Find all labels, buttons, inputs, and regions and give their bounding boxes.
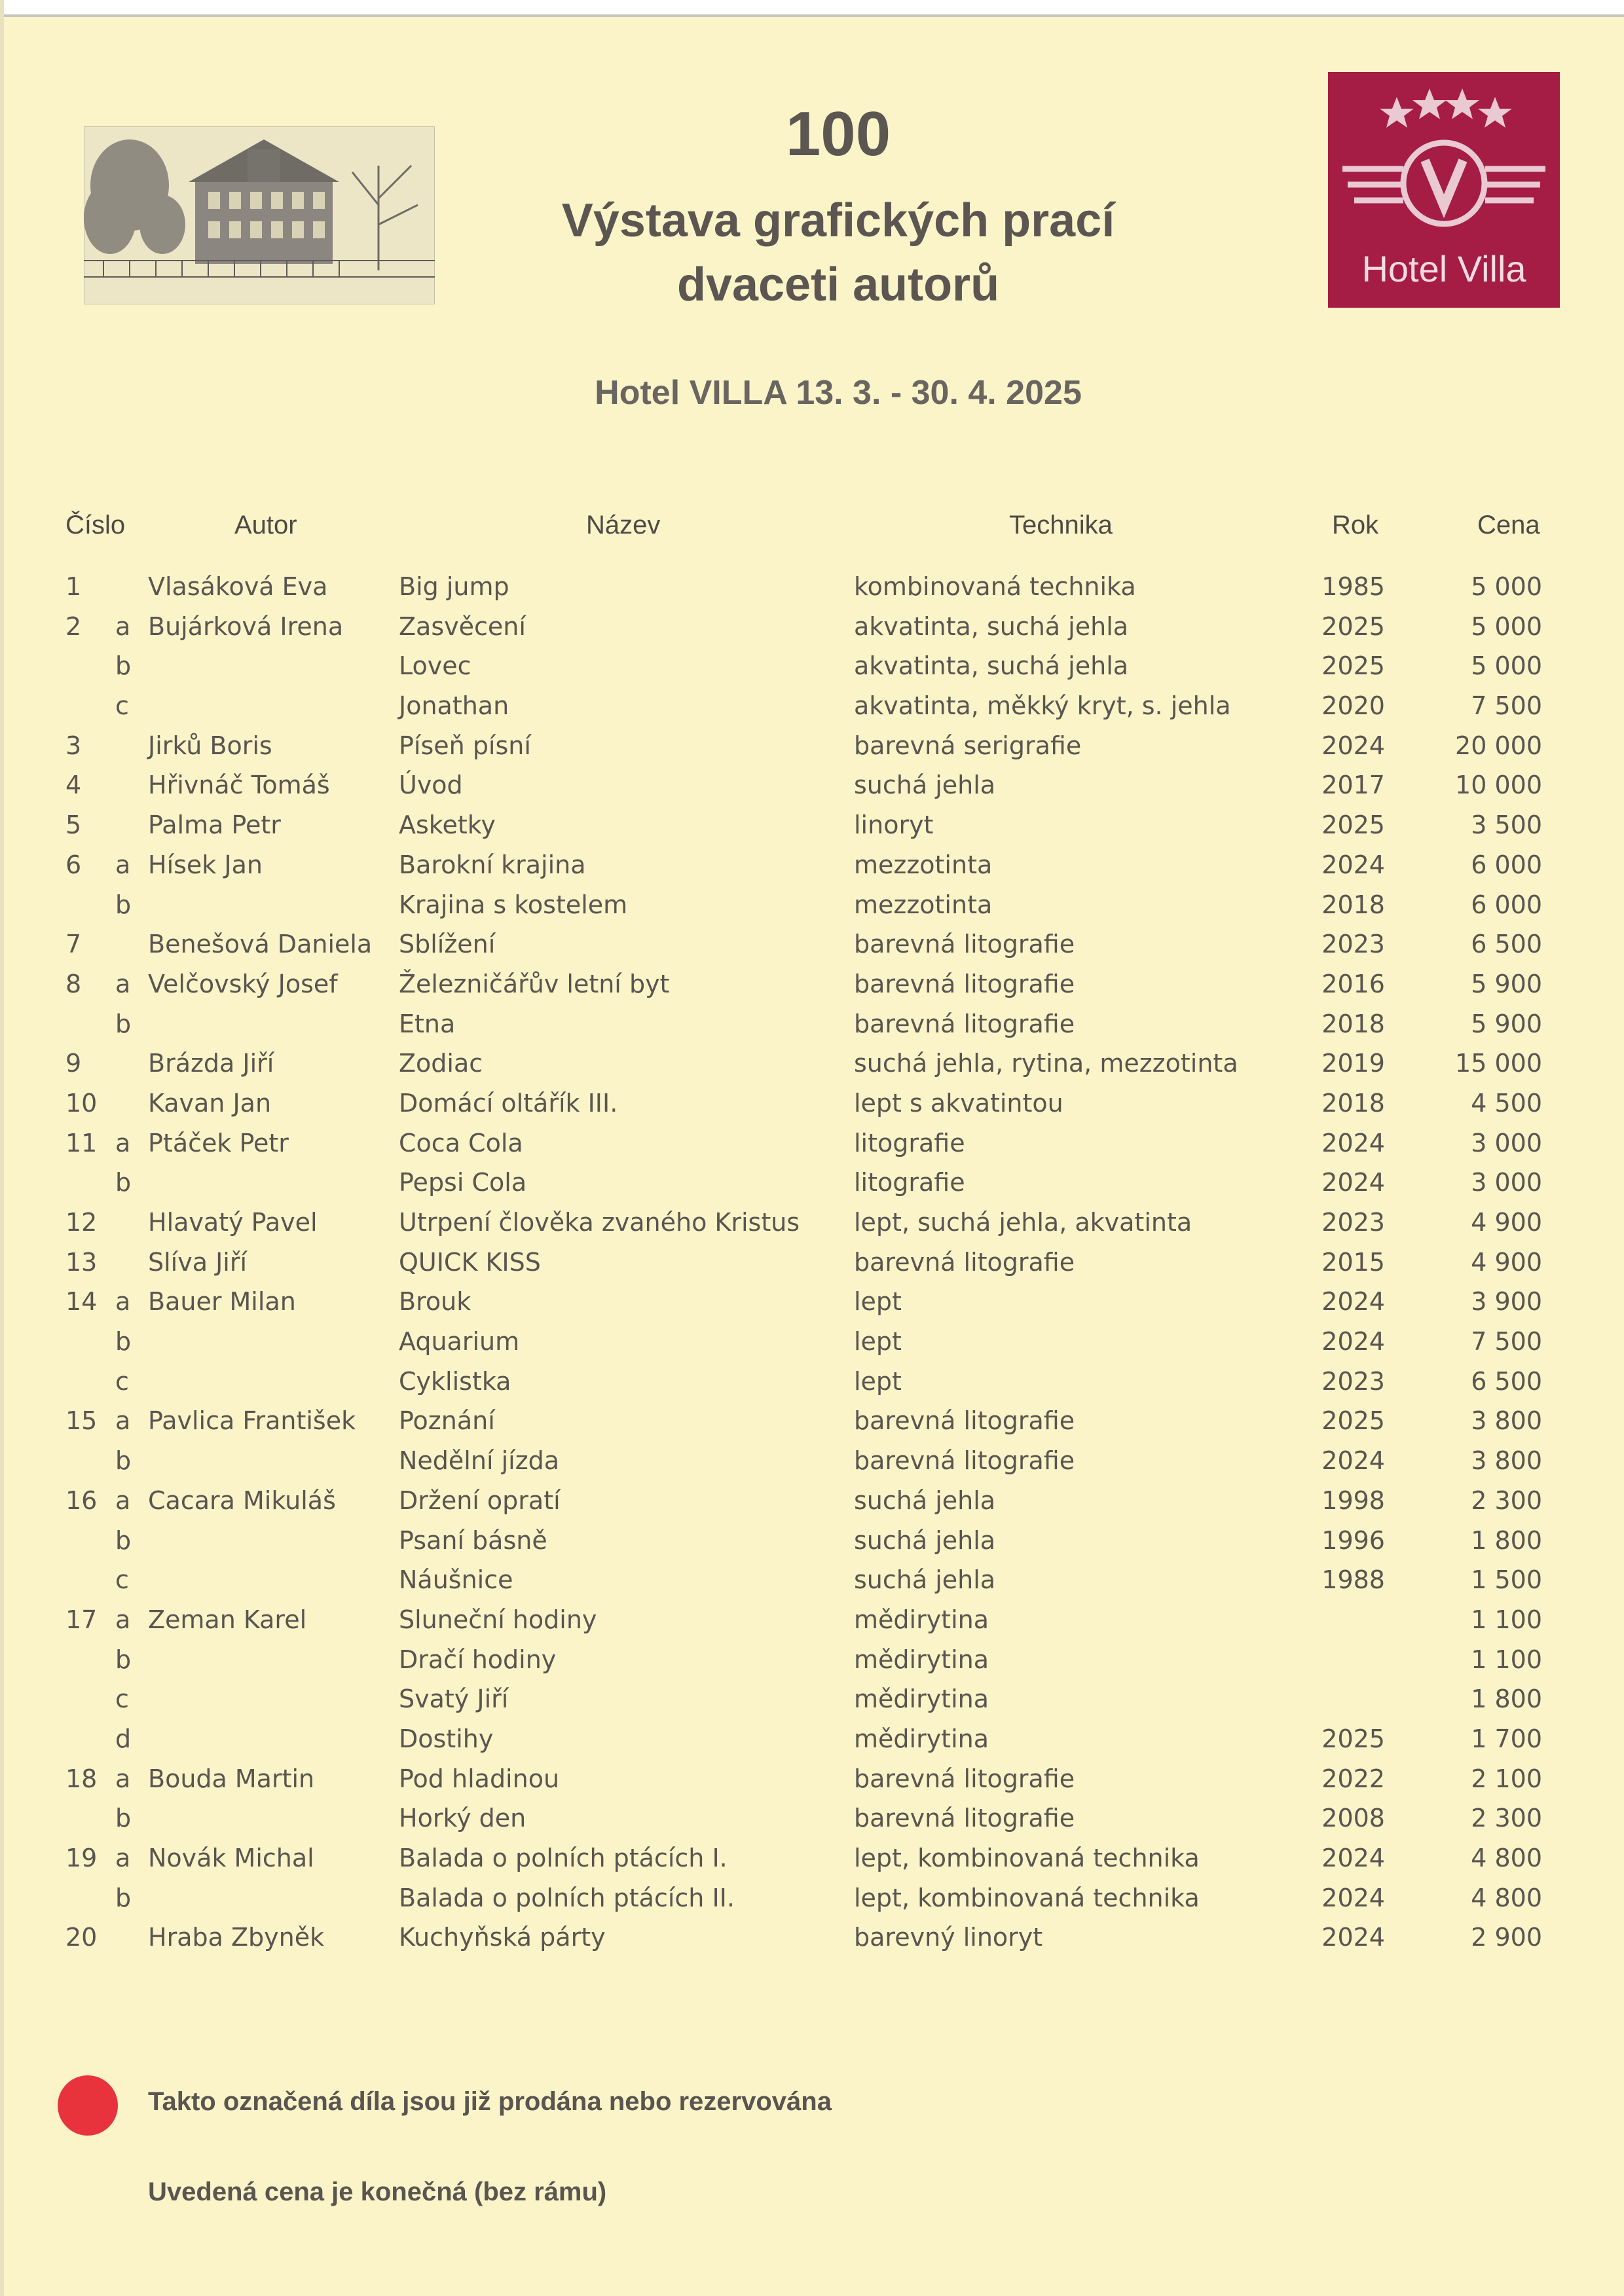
row-price: 3 800 [1471,1406,1542,1436]
row-subletter: b [115,1804,132,1833]
row-price: 7 500 [1471,691,1542,721]
row-title: Asketky [399,811,496,840]
row-title: Náušnice [399,1565,513,1595]
row-year: 2018 [1321,1009,1385,1038]
row-subletter: b [115,651,132,681]
table-row [0,1046,1624,1086]
table-row [0,927,1624,967]
table-row [0,1881,1624,1921]
row-price: 5 000 [1471,572,1542,601]
row-title: Etna [399,1009,456,1038]
column-header-author: Autor [234,511,297,539]
title-line-2: dvaceti autorů [676,259,1000,311]
table-row [0,610,1624,649]
column-header-title: Název [586,511,661,539]
row-technique: lept, suchá jehla, akvatinta [854,1208,1192,1237]
row-year: 2025 [1321,1724,1385,1753]
row-number: 4 [65,771,82,800]
table-row [0,888,1624,928]
row-subletter: a [115,1605,131,1634]
row-title: Pod hladinou [399,1764,560,1793]
row-price: 5 900 [1471,969,1542,998]
row-price: 1 100 [1471,1645,1542,1674]
row-year: 2017 [1321,771,1385,800]
price-note: Uvedená cena je konečná (bez rámu) [148,2178,607,2206]
row-title: Balada o polních ptácích I. [399,1844,728,1872]
exhibition-dates: Hotel VILLA 13. 3. - 30. 4. 2025 [595,374,1082,412]
row-technique: mezzotinta [854,850,993,879]
row-title: Balada o polních ptácích II. [399,1883,735,1912]
row-subletter: a [115,1128,131,1157]
row-technique: litografie [854,1168,965,1197]
row-year: 2025 [1321,651,1385,681]
table-row [0,1682,1624,1722]
row-title: Kuchyňská párty [399,1923,606,1952]
row-price: 4 500 [1471,1088,1542,1118]
row-number: 19 [65,1844,98,1872]
row-title: Jonathan [399,691,509,721]
row-technique: suchá jehla [854,1565,996,1595]
row-title: Železničářův letní byt [399,969,670,998]
row-author: Bujárková Irena [148,611,344,641]
row-price: 1 100 [1471,1605,1542,1634]
row-title: Coca Cola [399,1128,523,1157]
artworks-table [0,570,1624,1960]
row-price: 5 000 [1471,611,1542,641]
row-subletter: a [115,1764,131,1793]
table-row [0,768,1624,808]
row-author: Vlasáková Eva [148,572,328,601]
row-technique: mědirytina [854,1645,989,1674]
row-technique: kombinovaná technika [854,572,1136,601]
row-year: 2024 [1321,1287,1385,1317]
row-number: 11 [65,1128,98,1157]
row-technique: barevná litografie [854,1804,1075,1833]
row-author: Hísek Jan [148,850,263,879]
table-row [0,1523,1624,1563]
row-technique: barevná litografie [854,1764,1075,1793]
row-technique: akvatinta, měkký kryt, s. jehla [854,691,1231,721]
row-price: 1 500 [1471,1565,1542,1595]
row-technique: lept [854,1287,902,1317]
row-technique: barevný linoryt [854,1923,1043,1952]
row-title: Utrpení člověka zvaného Kristus [399,1208,800,1237]
table-row [0,1205,1624,1245]
table-row [0,1444,1624,1484]
row-title: Píseň písní [399,731,531,760]
row-technique: lept s akvatintou [854,1088,1063,1118]
row-title: Krajina s kostelem [399,890,628,919]
row-number: 6 [65,850,82,879]
table-row [0,1165,1624,1205]
table-row [0,1722,1624,1762]
row-subletter: b [115,1009,132,1038]
row-year: 2023 [1321,1366,1385,1396]
sold-marker-dot [58,2075,118,2136]
row-price: 5 900 [1471,1009,1542,1038]
table-row [0,1324,1624,1364]
title-line-1: Výstava grafických prací [561,194,1115,247]
sold-note: Takto označená díla jsou již prodána nebo rezervována [148,2087,832,2116]
row-number: 1 [65,572,82,601]
row-price: 15 000 [1455,1049,1542,1078]
row-year: 1985 [1321,572,1385,601]
catalog-number: 100 [785,99,891,169]
row-title: Nedělní jízda [399,1446,560,1476]
row-subletter: a [115,1287,131,1317]
table-row [0,1643,1624,1683]
logo-text: Hotel Villa [1361,248,1526,289]
table-row [0,649,1624,689]
table-row [0,1484,1624,1523]
row-subletter: a [115,1485,131,1515]
row-year: 2018 [1321,1088,1385,1118]
table-row [0,1086,1624,1126]
column-header-technique: Technika [1009,511,1113,539]
row-price: 3 000 [1471,1168,1542,1197]
row-price: 4 800 [1471,1844,1542,1872]
row-author: Hřivnáč Tomáš [148,771,330,800]
row-price: 3 000 [1471,1128,1542,1157]
row-technique: suchá jehla, rytina, mezzotinta [854,1049,1238,1078]
row-title: Psaní básně [399,1525,547,1555]
row-technique: barevná serigrafie [854,731,1082,760]
row-subletter: d [115,1724,132,1753]
table-row [0,1404,1624,1444]
row-number: 2 [65,611,82,641]
row-technique: barevná litografie [854,1009,1075,1038]
row-year: 2008 [1321,1804,1385,1833]
row-subletter: b [115,1327,132,1357]
row-author: Hraba Zbyněk [148,1923,325,1952]
row-author: Benešová Daniela [148,930,373,959]
table-row [0,1007,1624,1047]
row-technique: suchá jehla [854,1485,996,1515]
row-subletter: a [115,611,131,641]
row-year: 2024 [1321,1168,1385,1197]
logo-emblem-icon [1328,72,1560,242]
row-year: 2024 [1321,1923,1385,1952]
row-title: Pepsi Cola [399,1168,527,1197]
row-subletter: b [115,1168,132,1197]
row-technique: barevná litografie [854,1406,1075,1436]
row-number: 7 [65,930,82,959]
row-price: 1 800 [1471,1685,1542,1714]
row-price: 1 700 [1471,1724,1542,1753]
row-title: QUICK KISS [399,1247,541,1277]
row-technique: mezzotinta [854,890,993,919]
row-price: 6 000 [1471,850,1542,879]
row-technique: litografie [854,1128,965,1157]
row-price: 2 300 [1471,1485,1542,1515]
row-year: 2015 [1321,1247,1385,1277]
row-price: 4 900 [1471,1208,1542,1237]
row-price: 2 100 [1471,1764,1542,1793]
row-number: 20 [65,1923,98,1952]
row-year: 2025 [1321,1406,1385,1436]
table-row [0,1603,1624,1643]
row-price: 6 500 [1471,1366,1542,1396]
row-subletter: c [115,1366,129,1396]
row-year: 2024 [1321,1844,1385,1872]
row-number: 17 [65,1605,98,1634]
row-author: Pavlica František [148,1406,356,1436]
table-row [0,1126,1624,1166]
row-title: Poznání [399,1406,495,1436]
row-title: Big jump [399,572,509,601]
row-year: 2024 [1321,1883,1385,1912]
table-row [0,729,1624,769]
row-year: 2024 [1321,731,1385,760]
table-row [0,1285,1624,1324]
row-number: 9 [65,1049,82,1078]
row-number: 16 [65,1485,98,1515]
exhibition-title [458,189,1218,317]
row-subletter: a [115,1844,131,1872]
table-row [0,1841,1624,1881]
row-number: 3 [65,731,82,760]
row-technique: lept, kombinovaná technika [854,1844,1200,1872]
row-author: Zeman Karel [148,1605,307,1634]
table-row [0,1801,1624,1841]
row-title: Sluneční hodiny [399,1605,597,1634]
row-year: 1996 [1321,1525,1385,1555]
row-author: Bouda Martin [148,1764,315,1793]
row-technique: mědirytina [854,1605,989,1634]
row-title: Horký den [399,1804,526,1833]
row-subletter: a [115,1406,131,1436]
row-year: 1988 [1321,1565,1385,1595]
table-row [0,1563,1624,1603]
row-year: 2023 [1321,930,1385,959]
row-price: 2 900 [1471,1923,1542,1952]
table-row [0,1245,1624,1285]
row-technique: lept, kombinovaná technika [854,1883,1200,1912]
row-author: Palma Petr [148,811,281,840]
column-header-number: Číslo [65,511,126,539]
row-technique: barevná litografie [854,969,1075,998]
row-title: Úvod [399,771,463,800]
row-year: 2018 [1321,890,1385,919]
row-year: 2024 [1321,850,1385,879]
row-author: Bauer Milan [148,1287,296,1317]
row-year: 2024 [1321,1128,1385,1157]
row-title: Domácí oltářík III. [399,1088,618,1118]
row-title: Svatý Jiří [399,1685,509,1714]
row-year: 2025 [1321,611,1385,641]
row-title: Brouk [399,1287,471,1317]
hotel-villa-logo [1328,72,1560,308]
table-row [0,967,1624,1007]
row-subletter: b [115,1525,132,1555]
row-title: Držení opratí [399,1485,561,1515]
row-author: Brázda Jiří [148,1049,274,1078]
row-number: 5 [65,811,82,840]
row-number: 8 [65,969,82,998]
table-row [0,570,1624,610]
row-number: 10 [65,1088,98,1118]
row-price: 2 300 [1471,1804,1542,1833]
row-price: 6 000 [1471,890,1542,919]
row-technique: barevná litografie [854,1247,1075,1277]
row-year: 2024 [1321,1327,1385,1357]
row-title: Sblížení [399,930,496,959]
row-subletter: a [115,850,131,879]
row-technique: suchá jehla [854,1525,996,1555]
row-title: Dračí hodiny [399,1645,557,1674]
row-subletter: b [115,890,132,919]
row-price: 7 500 [1471,1327,1542,1357]
row-year: 2019 [1321,1049,1385,1078]
row-technique: barevná litografie [854,930,1075,959]
table-row [0,808,1624,848]
row-technique: barevná litografie [854,1446,1075,1476]
row-number: 15 [65,1406,98,1436]
row-subletter: c [115,1685,129,1714]
row-price: 6 500 [1471,930,1542,959]
table-row [0,848,1624,888]
row-price: 3 900 [1471,1287,1542,1317]
row-number: 14 [65,1287,98,1317]
row-price: 5 000 [1471,651,1542,681]
row-subletter: b [115,1883,132,1912]
row-year: 2024 [1321,1446,1385,1476]
row-price: 4 800 [1471,1883,1542,1912]
row-technique: lept [854,1366,902,1396]
row-number: 12 [65,1208,98,1237]
table-row [0,689,1624,729]
row-technique: akvatinta, suchá jehla [854,611,1129,641]
row-subletter: c [115,691,129,721]
row-year: 2025 [1321,811,1385,840]
row-author: Ptáček Petr [148,1128,289,1157]
row-technique: mědirytina [854,1724,989,1753]
row-price: 1 800 [1471,1525,1542,1555]
row-author: Hlavatý Pavel [148,1208,318,1237]
table-row [0,1762,1624,1802]
row-technique: mědirytina [854,1685,989,1714]
row-year: 1998 [1321,1485,1385,1515]
row-price: 10 000 [1455,771,1542,800]
row-title: Barokní krajina [399,850,586,879]
row-title: Lovec [399,651,471,681]
row-title: Cyklistka [399,1366,511,1396]
row-technique: lept [854,1327,902,1357]
column-header-year: Rok [1332,511,1379,539]
row-title: Aquarium [399,1327,520,1357]
row-subletter: b [115,1446,132,1476]
row-price: 4 900 [1471,1247,1542,1277]
row-author: Velčovský Josef [148,969,338,998]
row-price: 3 800 [1471,1446,1542,1476]
table-row [0,1364,1624,1404]
row-number: 13 [65,1247,98,1277]
row-year: 2022 [1321,1764,1385,1793]
row-technique: suchá jehla [854,771,996,800]
row-price: 3 500 [1471,811,1542,840]
row-author: Slíva Jiří [148,1247,248,1277]
hotel-engraving-image [84,126,435,304]
column-header-price: Cena [1477,511,1540,539]
row-author: Cacara Mikuláš [148,1485,336,1515]
row-title: Zodiac [399,1049,483,1078]
row-subletter: a [115,969,131,998]
row-number: 18 [65,1764,98,1793]
table-row [0,1920,1624,1960]
row-price: 20 000 [1455,731,1542,760]
row-author: Kavan Jan [148,1088,272,1118]
row-subletter: c [115,1565,129,1595]
row-title: Zasvěcení [399,611,526,641]
row-year: 2016 [1321,969,1385,998]
row-author: Jirků Boris [148,731,272,760]
row-subletter: b [115,1645,132,1674]
row-year: 2023 [1321,1208,1385,1237]
row-author: Novák Michal [148,1844,314,1872]
row-year: 2020 [1321,691,1385,721]
row-title: Dostihy [399,1724,494,1753]
row-technique: akvatinta, suchá jehla [854,651,1129,681]
scan-top-edge [0,0,1624,17]
row-technique: linoryt [854,811,934,840]
